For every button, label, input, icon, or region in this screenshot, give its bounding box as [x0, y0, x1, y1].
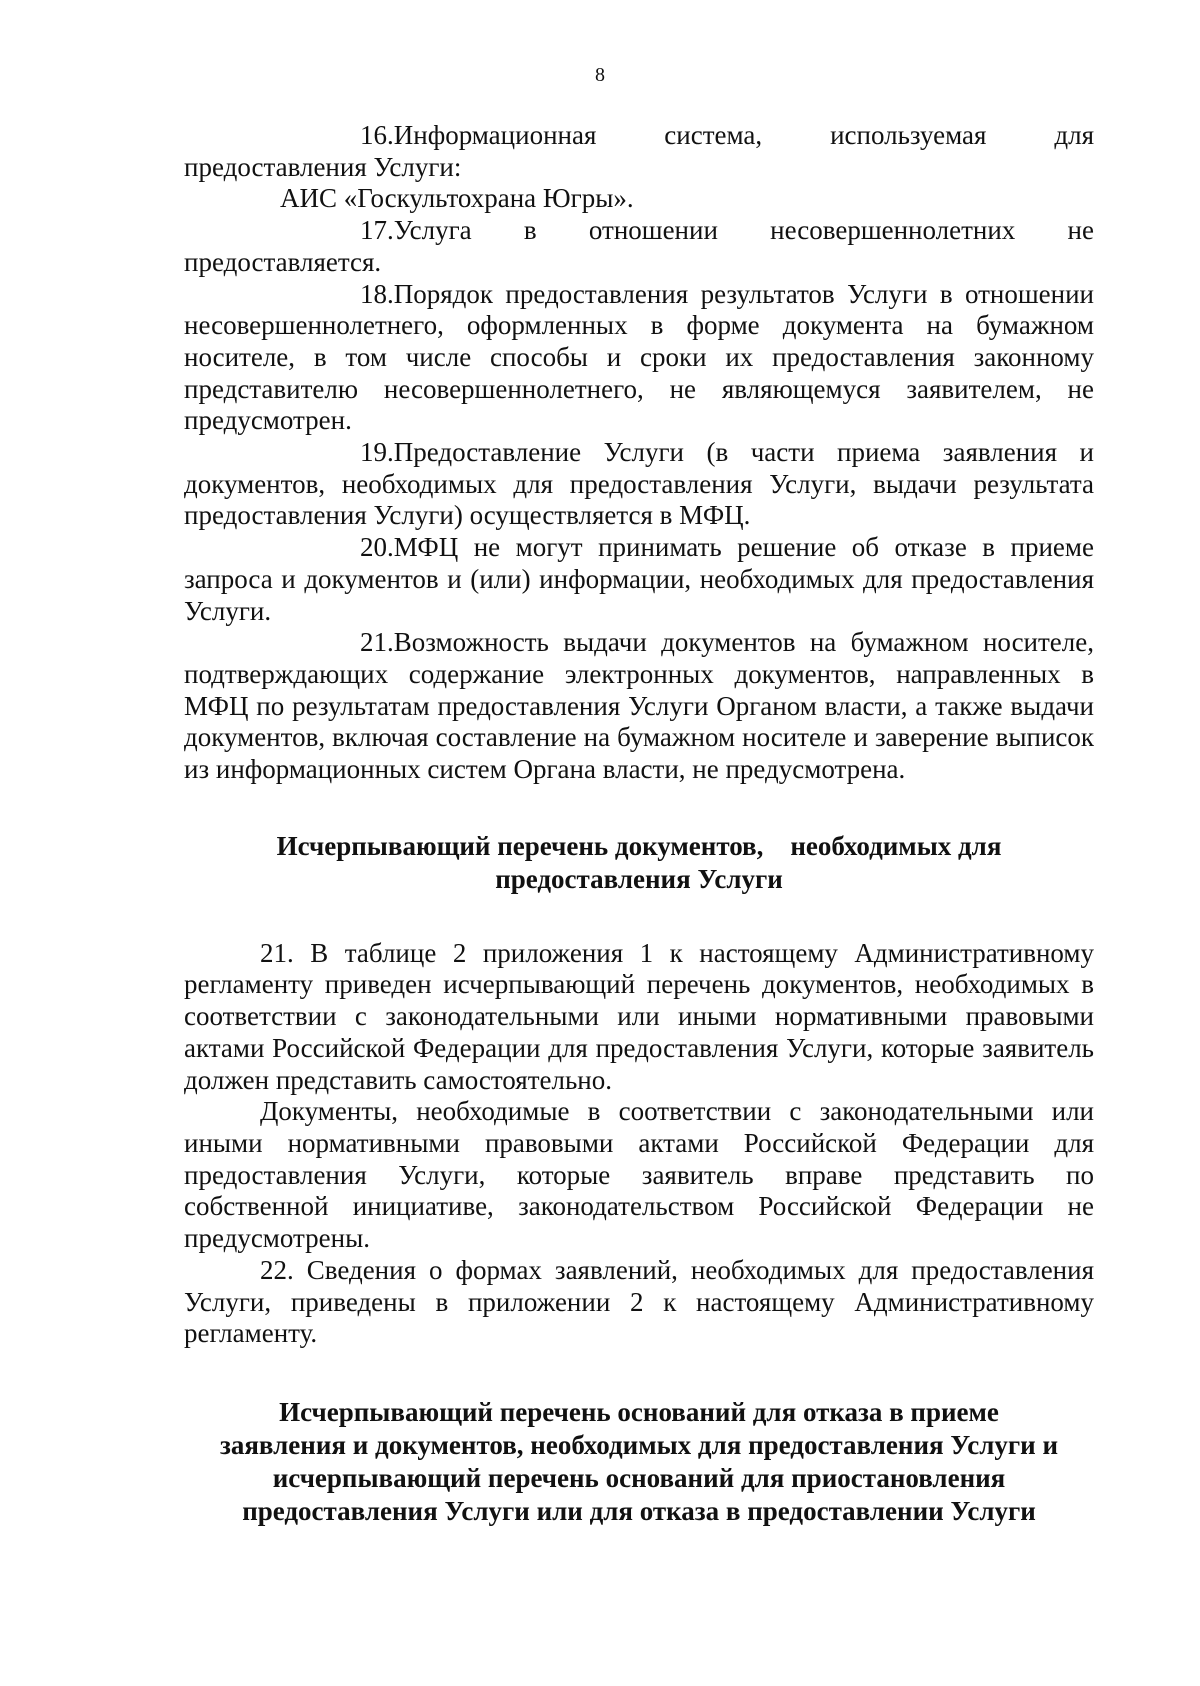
heading-line: предоставления Услуги	[495, 863, 783, 894]
section2-paragraph-1: 21. В таблице 2 приложения 1 к настоящему Административному регламенту приведен исчерпывающий перечень документов, необходимых в соответствии с законодательными или иными нормативными правовыми актами Российской Федерации для предоставления Услуги, которые заявитель должен представить самостоятельно.	[184, 937, 1094, 1095]
item-number: 21.	[360, 627, 394, 658]
heading-line: заявления и документов, необходимых для предоставления Услуги и	[219, 1429, 1059, 1460]
item-text: Информационная система, используемая для предоставления Услуги:	[184, 120, 1094, 182]
item-number: 19.	[360, 437, 394, 468]
item-18	[184, 279, 1094, 438]
item-text: МФЦ не могут принимать решение об отказе в приеме запроса и документов и (или) информации, необходимых для предоставления Услуги.	[184, 532, 1094, 626]
item-text: Возможность выдачи документов на бумажном носителе, подтверждающих содержание электронных документов, направленных в МФЦ по результатам предоставления Услуги Органом власти, а также выдачи документов, включая составление на бумажном носителе и заверение выписок из информационных систем Органа власти, не предусмотрена.	[184, 627, 1094, 785]
section2-paragraph-3: 22. Сведения о формах заявлений, необходимых для предоставления Услуги, приведены в приложении 2 к настоящему Административному регламенту.	[184, 1254, 1094, 1349]
item-number: 16.	[360, 120, 394, 150]
item-20	[184, 532, 1094, 627]
item-text: Порядок предоставления результатов Услуги в отношении несовершеннолетнего, оформленных в форме документа на бумажном носителе, в том числе способы и сроки их предоставления законному представителю несовершеннолетнего, не являющемуся заявителем, не предусмотрен.	[184, 278, 1094, 436]
item-number: 17.	[360, 215, 394, 246]
document-body	[184, 120, 1094, 1528]
item-16-value	[184, 183, 1094, 215]
section-heading-documents	[184, 830, 1094, 896]
heading-line: исчерпывающий перечень оснований для приостановления	[272, 1462, 1006, 1493]
item-number: 18.	[360, 278, 394, 309]
item-19	[184, 437, 1094, 532]
section2-paragraph-2: Документы, необходимые в соответствии с законодательными или иными нормативными правовыми актами Российской Федерации для предоставления Услуги, которые заявитель вправе представить по собственной инициативе, законодательством Российской Федерации не предусмотрены.	[184, 1096, 1094, 1254]
heading-line: Исчерпывающий перечень оснований для отказа в приеме	[279, 1396, 999, 1427]
item-16	[184, 120, 1094, 183]
item-text: Предоставление Услуги (в части приема заявления и документов, необходимых для предоставления Услуги, выдачи результата предоставления Услуги) осуществляется в МФЦ.	[184, 437, 1094, 531]
item-text: АИС «Госкультохрана Югры».	[280, 183, 634, 214]
heading-line: Исчерпывающий перечень документов, необходимых для	[276, 830, 1002, 861]
item-17	[184, 215, 1094, 278]
page-number: 8	[595, 64, 605, 86]
section-heading-refusal-grounds	[184, 1396, 1094, 1528]
heading-line: предоставления Услуги или для отказа в предоставлении Услуги	[242, 1495, 1036, 1526]
item-21	[184, 627, 1094, 786]
item-number: 20.	[360, 532, 394, 563]
item-text: Услуга в отношении несовершеннолетних не предоставляется.	[184, 215, 1094, 277]
